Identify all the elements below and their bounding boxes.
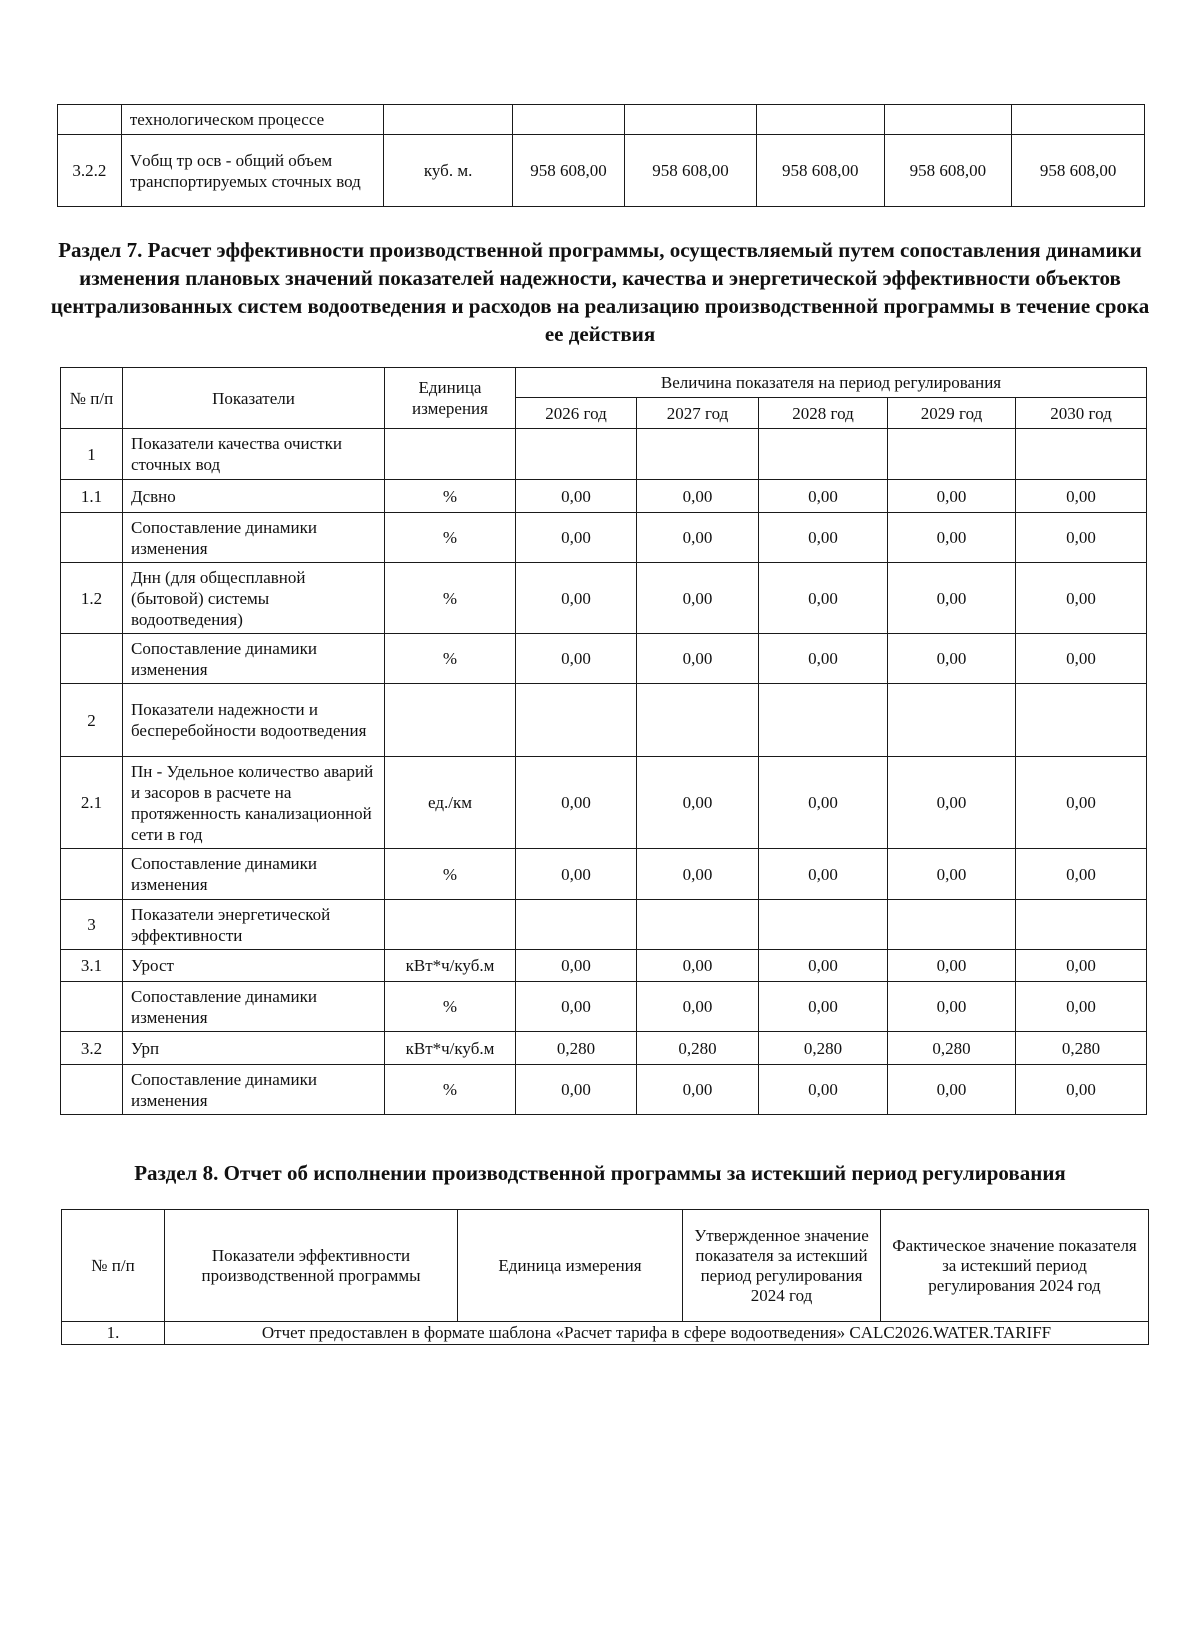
table-row bbox=[61, 480, 1147, 513]
value-cell bbox=[759, 429, 888, 480]
value-cell: 0,00 bbox=[637, 513, 759, 563]
value-cell: 0,00 bbox=[1016, 634, 1147, 684]
value-cell: 0,280 bbox=[759, 1032, 888, 1065]
indicator-name: Днн (для общесплавной (бытовой) системы водоотведения) bbox=[123, 563, 385, 634]
value-cell: 0,00 bbox=[1016, 563, 1147, 634]
value-cell bbox=[1012, 105, 1145, 135]
header-num: № п/п bbox=[62, 1210, 165, 1322]
value-cell: 0,00 bbox=[516, 513, 637, 563]
value-cell: 0,280 bbox=[516, 1032, 637, 1065]
value-cell: 0,00 bbox=[1016, 513, 1147, 563]
unit-cell: % bbox=[385, 634, 516, 684]
value-cell bbox=[516, 429, 637, 480]
indicator-name: Сопоставление динамики изменения bbox=[123, 982, 385, 1032]
header-year: 2027 год bbox=[637, 398, 759, 429]
table-row bbox=[61, 950, 1147, 982]
row-number bbox=[58, 105, 122, 135]
row-number: 3.2.2 bbox=[58, 135, 122, 207]
header-year: 2029 год bbox=[888, 398, 1016, 429]
value-cell: 958 608,00 bbox=[512, 135, 624, 207]
indicator-name: технологическом процессе bbox=[121, 105, 383, 135]
unit-cell: кВт*ч/куб.м bbox=[385, 950, 516, 982]
indicator-name: Сопоставление динамики изменения bbox=[123, 634, 385, 684]
row-number bbox=[61, 634, 123, 684]
unit-cell: куб. м. bbox=[384, 135, 513, 207]
table-row bbox=[61, 757, 1147, 849]
unit-cell: % bbox=[385, 480, 516, 513]
value-cell: 0,00 bbox=[888, 1065, 1016, 1115]
value-cell: 0,280 bbox=[637, 1032, 759, 1065]
table-row bbox=[61, 1065, 1147, 1115]
value-cell: 0,00 bbox=[516, 1065, 637, 1115]
table-row bbox=[61, 684, 1147, 757]
header-year: 2028 год bbox=[759, 398, 888, 429]
indicator-name: Пн - Удельное количество аварий и засоров в расчете на протяженность канализационной сети в год bbox=[123, 757, 385, 849]
value-cell bbox=[884, 105, 1012, 135]
indicator-name: Сопоставление динамики изменения bbox=[123, 513, 385, 563]
continued-table bbox=[57, 104, 1145, 207]
value-cell bbox=[1016, 429, 1147, 480]
indicator-name: Показатели энергетической эффективности bbox=[123, 900, 385, 950]
unit-cell bbox=[385, 429, 516, 480]
value-cell: 0,00 bbox=[637, 480, 759, 513]
value-cell bbox=[759, 684, 888, 757]
value-cell bbox=[1016, 900, 1147, 950]
row-number bbox=[61, 849, 123, 900]
unit-cell: % bbox=[385, 563, 516, 634]
value-cell: 0,280 bbox=[888, 1032, 1016, 1065]
row-number: 1. bbox=[62, 1322, 165, 1345]
header-num: № п/п bbox=[61, 368, 123, 429]
value-cell: 0,00 bbox=[888, 982, 1016, 1032]
unit-cell: % bbox=[385, 1065, 516, 1115]
row-number: 3.1 bbox=[61, 950, 123, 982]
value-cell bbox=[759, 900, 888, 950]
value-cell: 0,00 bbox=[759, 982, 888, 1032]
indicator-name: Урост bbox=[123, 950, 385, 982]
header-indicator: Показатели эффективности производственной программы bbox=[165, 1210, 458, 1322]
report-note: Отчет предоставлен в формате шаблона «Расчет тарифа в сфере водоотведения» CALC2026.WATER.TARIFF bbox=[165, 1322, 1149, 1345]
value-cell: 0,00 bbox=[516, 982, 637, 1032]
unit-cell: % bbox=[385, 982, 516, 1032]
table-row bbox=[61, 1032, 1147, 1065]
value-cell: 0,00 bbox=[637, 757, 759, 849]
value-cell: 0,00 bbox=[888, 757, 1016, 849]
section7-title: Раздел 7. Расчет эффективности производственной программы, осуществляемый путем сопоставления динамики изменения плановых значений показателей надежности, качества и энергетической эффективности объектов централизованных систем водоотведения и расходов на реализацию производственной программы в течение срока ее действия bbox=[50, 238, 1150, 346]
value-cell: 0,00 bbox=[1016, 1065, 1147, 1115]
value-cell bbox=[637, 900, 759, 950]
indicator-name: Сопоставление динамики изменения bbox=[123, 849, 385, 900]
header-unit: Единица измерения bbox=[385, 368, 516, 429]
value-cell: 0,00 bbox=[759, 849, 888, 900]
row-number: 1.2 bbox=[61, 563, 123, 634]
value-cell bbox=[637, 684, 759, 757]
value-cell: 0,00 bbox=[516, 849, 637, 900]
row-number: 3 bbox=[61, 900, 123, 950]
table-row bbox=[61, 429, 1147, 480]
unit-cell bbox=[384, 105, 513, 135]
value-cell: 0,00 bbox=[637, 1065, 759, 1115]
section7-table bbox=[60, 367, 1147, 1115]
value-cell bbox=[516, 684, 637, 757]
value-cell bbox=[516, 900, 637, 950]
value-cell: 0,00 bbox=[888, 950, 1016, 982]
header-year: 2026 год bbox=[516, 398, 637, 429]
value-cell bbox=[1016, 684, 1147, 757]
value-cell bbox=[888, 429, 1016, 480]
row-number: 1 bbox=[61, 429, 123, 480]
header-approved: Утвержденное значение показателя за истекший период регулирования 2024 год bbox=[683, 1210, 881, 1322]
indicator-name: Дсвно bbox=[123, 480, 385, 513]
row-number: 1.1 bbox=[61, 480, 123, 513]
header-row bbox=[62, 1210, 1149, 1322]
value-cell: 0,00 bbox=[516, 757, 637, 849]
value-cell: 958 608,00 bbox=[1012, 135, 1145, 207]
header-indicator: Показатели bbox=[123, 368, 385, 429]
table-row bbox=[58, 105, 1145, 135]
value-cell: 0,00 bbox=[637, 563, 759, 634]
value-cell bbox=[888, 684, 1016, 757]
value-cell: 0,00 bbox=[637, 849, 759, 900]
value-cell bbox=[625, 105, 757, 135]
value-cell: 0,00 bbox=[516, 950, 637, 982]
indicator-name: Урп bbox=[123, 1032, 385, 1065]
value-cell: 0,00 bbox=[1016, 757, 1147, 849]
header-unit: Единица измерения bbox=[458, 1210, 683, 1322]
unit-cell bbox=[385, 684, 516, 757]
value-cell bbox=[888, 900, 1016, 950]
table-row bbox=[61, 982, 1147, 1032]
value-cell: 0,00 bbox=[516, 563, 637, 634]
value-cell: 958 608,00 bbox=[625, 135, 757, 207]
table-row bbox=[62, 1322, 1149, 1345]
value-cell bbox=[512, 105, 624, 135]
header-actual: Фактическое значение показателя за истекший период регулирования 2024 год bbox=[881, 1210, 1149, 1322]
header-period: Величина показателя на период регулирования bbox=[516, 368, 1147, 398]
indicator-name: Показатели качества очистки сточных вод bbox=[123, 429, 385, 480]
value-cell: 0,00 bbox=[516, 634, 637, 684]
value-cell: 0,00 bbox=[759, 634, 888, 684]
table-row bbox=[58, 135, 1145, 207]
unit-cell: кВт*ч/куб.м bbox=[385, 1032, 516, 1065]
unit-cell: % bbox=[385, 513, 516, 563]
value-cell: 0,00 bbox=[637, 950, 759, 982]
header-year: 2030 год bbox=[1016, 398, 1147, 429]
value-cell: 0,00 bbox=[637, 982, 759, 1032]
value-cell: 0,00 bbox=[1016, 849, 1147, 900]
row-number: 2 bbox=[61, 684, 123, 757]
value-cell: 0,00 bbox=[888, 634, 1016, 684]
section8-title: Раздел 8. Отчет об исполнении производственной программы за истекший период регулирования bbox=[134, 1161, 1066, 1185]
value-cell: 0,00 bbox=[637, 634, 759, 684]
value-cell: 0,00 bbox=[1016, 982, 1147, 1032]
header-row bbox=[61, 368, 1147, 398]
value-cell bbox=[637, 429, 759, 480]
table-row bbox=[61, 634, 1147, 684]
value-cell bbox=[756, 105, 884, 135]
row-number: 3.2 bbox=[61, 1032, 123, 1065]
value-cell: 0,00 bbox=[1016, 950, 1147, 982]
indicator-name: Сопоставление динамики изменения bbox=[123, 1065, 385, 1115]
value-cell: 0,00 bbox=[888, 513, 1016, 563]
indicator-name: Показатели надежности и бесперебойности водоотведения bbox=[123, 684, 385, 757]
table-row bbox=[61, 900, 1147, 950]
row-number bbox=[61, 1065, 123, 1115]
table-row bbox=[61, 563, 1147, 634]
value-cell: 0,00 bbox=[888, 563, 1016, 634]
value-cell: 0,00 bbox=[759, 757, 888, 849]
unit-cell: ед./км bbox=[385, 757, 516, 849]
value-cell: 0,00 bbox=[759, 563, 888, 634]
value-cell: 0,00 bbox=[516, 480, 637, 513]
value-cell: 0,00 bbox=[759, 950, 888, 982]
value-cell: 0,00 bbox=[888, 480, 1016, 513]
indicator-name: Vобщ тр осв - общий объем транспортируемых сточных вод bbox=[121, 135, 383, 207]
value-cell: 958 608,00 bbox=[756, 135, 884, 207]
table-row bbox=[61, 513, 1147, 563]
value-cell: 0,280 bbox=[1016, 1032, 1147, 1065]
value-cell: 958 608,00 bbox=[884, 135, 1012, 207]
value-cell: 0,00 bbox=[759, 513, 888, 563]
row-number: 2.1 bbox=[61, 757, 123, 849]
row-number bbox=[61, 513, 123, 563]
unit-cell: % bbox=[385, 849, 516, 900]
unit-cell bbox=[385, 900, 516, 950]
section8-table bbox=[61, 1209, 1149, 1345]
row-number bbox=[61, 982, 123, 1032]
value-cell: 0,00 bbox=[1016, 480, 1147, 513]
value-cell: 0,00 bbox=[759, 480, 888, 513]
value-cell: 0,00 bbox=[888, 849, 1016, 900]
table-row bbox=[61, 849, 1147, 900]
value-cell: 0,00 bbox=[759, 1065, 888, 1115]
